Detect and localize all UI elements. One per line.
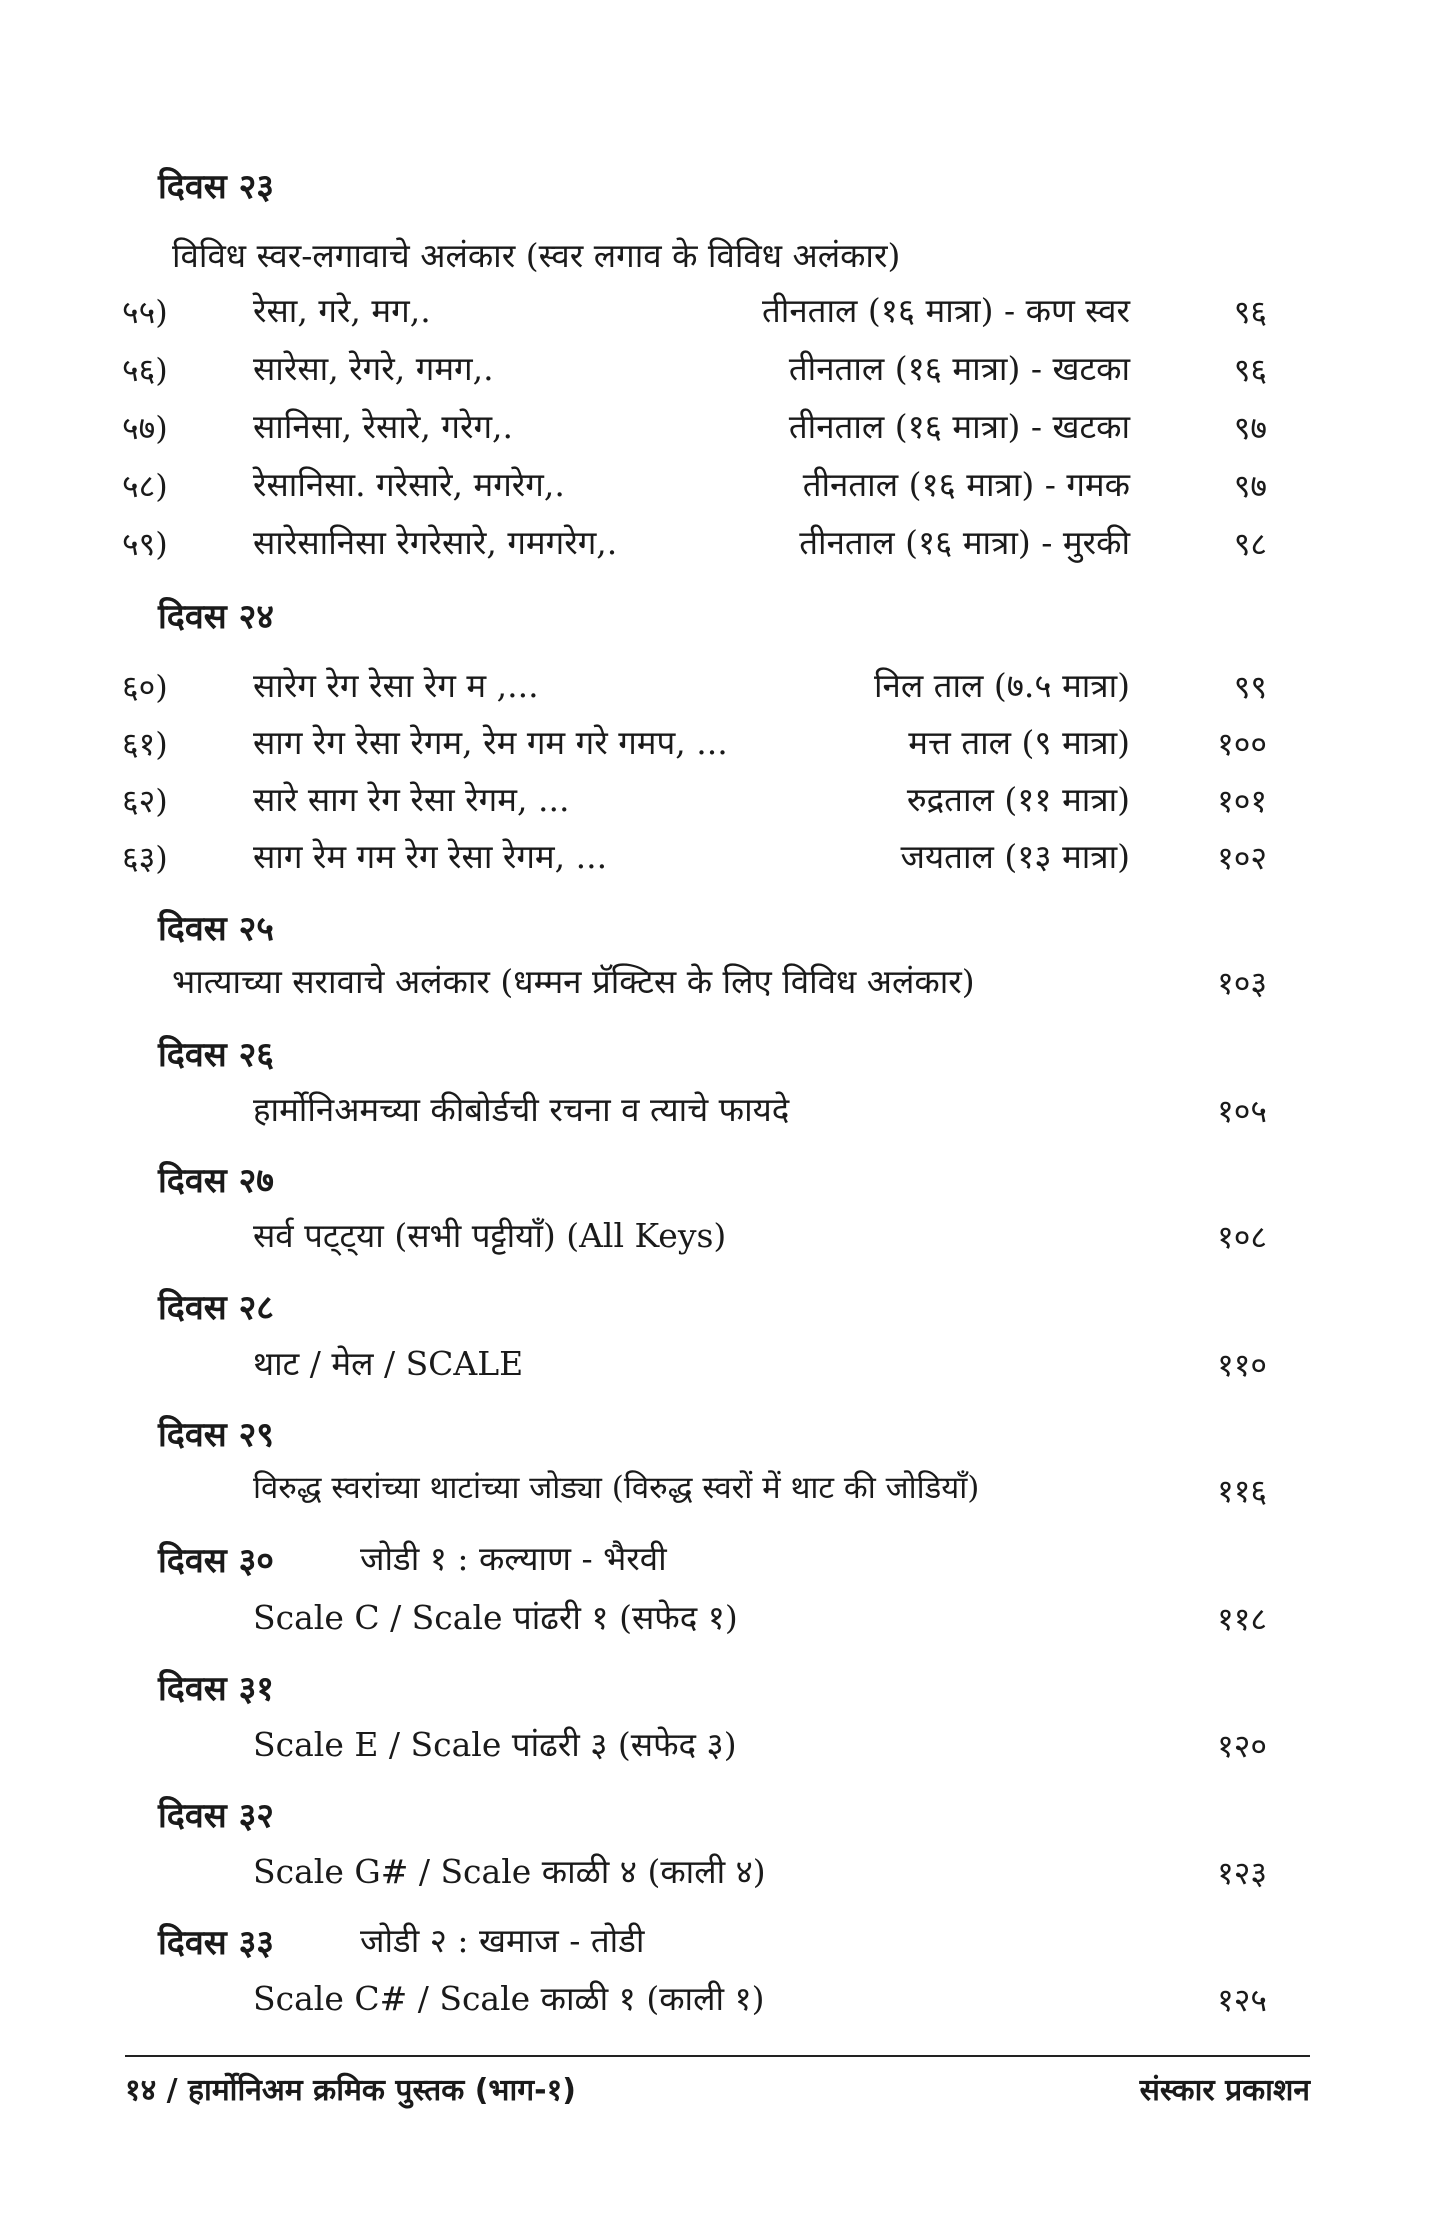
entry-number: ५८) (122, 467, 168, 505)
day-30-subtitle: जोडी १ : कल्याण - भैरवी (360, 1539, 667, 1578)
day-30-page: ११८ (1217, 1600, 1267, 1638)
entry-page: १०२ (1217, 839, 1267, 877)
entry-tala: तीनताल (१६ मात्रा) - कण स्वर (761, 291, 1130, 330)
entry-title: सारेसानिसा रेगरेसारे, गमगरेग,. (253, 523, 618, 562)
footer-left: १४ / हार्मोनिअम क्रमिक पुस्तक (भाग-१) (125, 2073, 576, 2108)
day-27-text: सर्व पट्ट्या (सभी पट्टीयाँ) (All Keys) (253, 1216, 727, 1255)
entry-number: ५६) (122, 351, 168, 389)
day-32-text: Scale G# / Scale काळी ४ (काली ४) (253, 1852, 766, 1891)
footer-right: संस्कार प्रकाशन (1139, 2073, 1310, 2108)
entry-number: ५५) (122, 293, 168, 331)
day-28-text: थाट / मेल / SCALE (253, 1344, 524, 1383)
day-23-subtitle: विविध स्वर-लगावाचे अलंकार (स्वर लगाव के विविध अलंकार) (172, 236, 901, 275)
day-33-text: Scale C# / Scale काळी १ (काली १) (253, 1979, 765, 2018)
entry-page: ९७ (1233, 409, 1267, 447)
day-33-heading: दिवस ३३ (158, 1923, 274, 1963)
entry-tala: तीनताल (१६ मात्रा) - मुरकी (799, 523, 1130, 562)
entry-title: सारेग रेग रेसा रेग म ,... (253, 666, 539, 705)
entry-tala: रुद्रताल (११ मात्रा) (906, 780, 1130, 819)
day-23-heading: दिवस २३ (158, 167, 274, 207)
day-32-heading: दिवस ३२ (158, 1796, 274, 1836)
entry-page: ९९ (1233, 668, 1267, 706)
entry-title: रेसा, गरे, मग,. (253, 291, 431, 330)
day-29-page: ११६ (1217, 1472, 1267, 1510)
entry-title: साग रेम गम रेग रेसा रेगम, ... (253, 837, 608, 876)
day-27-heading: दिवस २७ (158, 1161, 274, 1201)
day-28-page: ११० (1217, 1346, 1267, 1384)
day-24-heading: दिवस २४ (158, 597, 274, 637)
entry-tala: निल ताल (७.५ मात्रा) (873, 666, 1130, 705)
day-27-page: १०८ (1217, 1218, 1267, 1256)
day-30-text: Scale C / Scale पांढरी १ (सफेद १) (253, 1598, 738, 1637)
entry-page: १०१ (1217, 782, 1267, 820)
entry-page: ९८ (1233, 525, 1267, 563)
entry-number: ५७) (122, 409, 168, 447)
footer-divider (125, 2055, 1310, 2057)
day-25-text: भात्याच्या सरावाचे अलंकार (धम्मन प्रॅक्टिस के लिए विविध अलंकार) (172, 962, 975, 1001)
day-29-heading: दिवस २९ (158, 1415, 274, 1455)
day-33-subtitle: जोडी २ : खमाज - तोडी (360, 1921, 645, 1960)
entry-tala: तीनताल (१६ मात्रा) - गमक (802, 465, 1130, 504)
entry-page: ९७ (1233, 467, 1267, 505)
entry-tala: मत्त ताल (९ मात्रा) (908, 723, 1130, 762)
entry-title: सारेसा, रेगरे, गमग,. (253, 349, 494, 388)
entry-tala: जयताल (१३ मात्रा) (900, 837, 1130, 876)
entry-number: ६२) (122, 782, 168, 820)
day-26-text: हार्मोनिअमच्या कीबोर्डची रचना व त्याचे फायदे (253, 1090, 790, 1129)
day-29-text: विरुद्ध स्वरांच्या थाटांच्या जोड्या (विरुद्ध स्वरों में थाट की जोडियाँ) (253, 1470, 980, 1506)
day-31-heading: दिवस ३१ (158, 1669, 274, 1709)
entry-title: रेसानिसा. गरेसारे, मगरेग,. (253, 465, 565, 504)
day-31-page: १२० (1217, 1727, 1267, 1765)
entry-number: ६१) (122, 725, 168, 763)
day-25-heading: दिवस २५ (158, 909, 274, 949)
day-25-page: १०३ (1217, 964, 1267, 1002)
entry-number: ६०) (122, 668, 168, 706)
day-32-page: १२३ (1217, 1854, 1267, 1892)
entry-title: साग रेग रेसा रेगम, रेम गम गरे गमप, ... (253, 723, 728, 762)
entry-number: ५९) (122, 525, 168, 563)
day-26-heading: दिवस २६ (158, 1035, 274, 1075)
entry-number: ६३) (122, 839, 168, 877)
entry-page: १०० (1217, 725, 1267, 763)
entry-title: सारे साग रेग रेसा रेगम, ... (253, 780, 570, 819)
day-31-text: Scale E / Scale पांढरी ३ (सफेद ३) (253, 1725, 737, 1764)
entry-page: ९६ (1233, 351, 1267, 389)
entry-title: सानिसा, रेसारे, गरेग,. (253, 407, 514, 446)
day-28-heading: दिवस २८ (158, 1288, 274, 1328)
entry-page: ९६ (1233, 293, 1267, 331)
day-26-page: १०५ (1217, 1092, 1267, 1130)
entry-tala: तीनताल (१६ मात्रा) - खटका (788, 407, 1130, 446)
entry-tala: तीनताल (१६ मात्रा) - खटका (788, 349, 1130, 388)
day-30-heading: दिवस ३० (158, 1541, 274, 1581)
day-33-page: १२५ (1217, 1981, 1267, 2019)
